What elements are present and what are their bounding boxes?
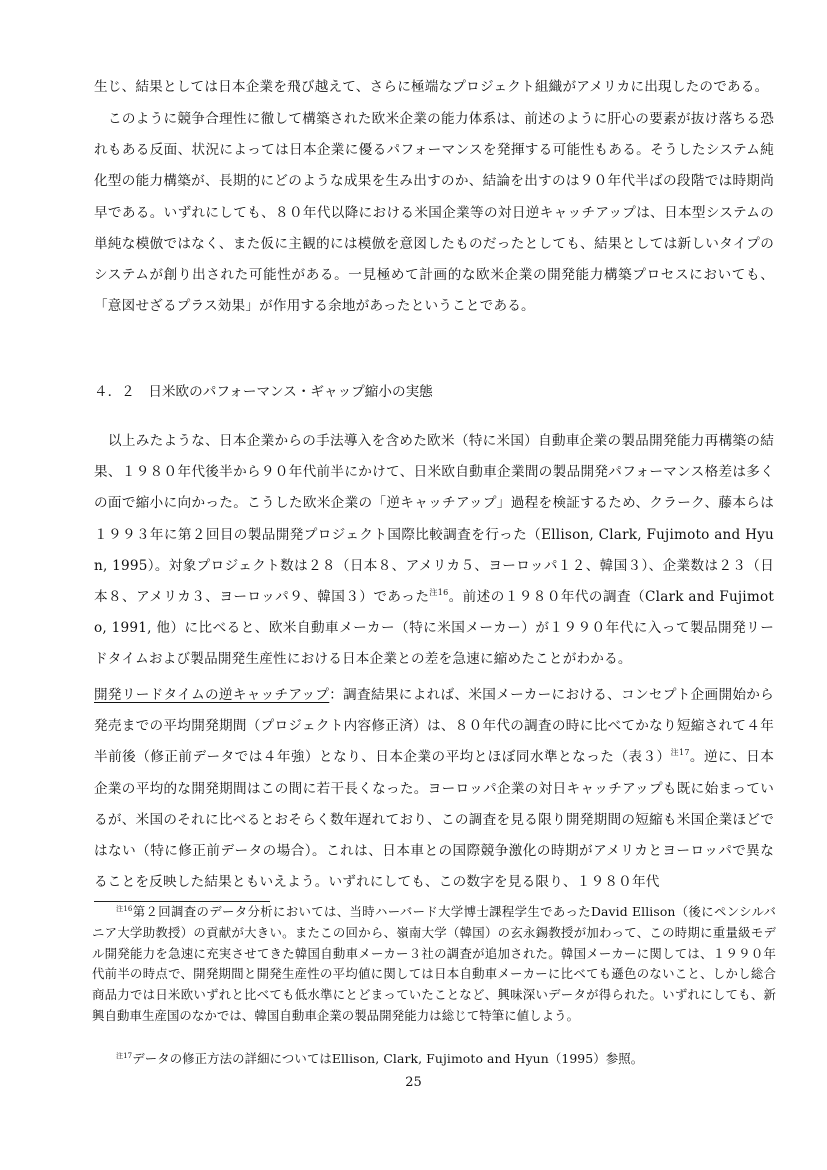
- body-paragraph-4: [94, 680, 774, 898]
- body-paragraph-2: このように競争合理性に徹して構築された欧米企業の能力体系は、前述のように肝心の要素が抜け落ちる恐れもある反面、状況によっては日本企業に優るパフォーマンスを発揮する可能性もある。そうしたシステム純化型の能力構築が、長期的にどのような成果を生み出すのか、結論を出すのは９０年代半ばの段階では時期尚早である。いずれにしても、８０年代以降における米国企業等の対日逆キャッチアップは、日本型システムの単純な模倣ではなく、また仮に主観的には模倣を意図したものだったとしても、結果としては新しいタイプのシステムが創り出された可能性がある。一見極めて計画的な欧米企業の開発能力構築プロセスにおいても、「意図せざるプラス効果」が作用する余地があったということである。: [94, 111, 774, 315]
- footnote-17-mark: 注17: [116, 1052, 133, 1060]
- lead-time-catchup-label: 開発リードタイムの逆キャッチアップ: [94, 687, 330, 703]
- footnote-16: [92, 902, 776, 1027]
- footnote-16-mark: 注16: [116, 905, 133, 913]
- paragraph-4-text-a: ：調査結果によれば、米国メーカーにおける、コンセプト企画開始から発売までの平均開発期間（プロジェクト内容修正済）は、８０年代の調査の時に比べてかなり短縮されて４年半前後（修正前データでは４年強）となり、日本企業の平均とほぼ同水準となった（表３）: [94, 687, 774, 766]
- footnote-ref-17: 注17: [670, 748, 690, 758]
- section-heading: ４．２ 日米欧のパフォーマンス・ギャップ縮小の実態: [94, 384, 433, 400]
- paragraph-3-text-a: 以上みたような、日本企業からの手法導入を含めた欧米（特に米国）自動車企業の製品開発能力再構築の結果、１９８０年代後半から９０年代前半にかけて、日米欧自動車企業間の製品開発パフォーマンス格差は多くの面で縮小に向かった。こうした欧米企業の「逆キャッチアップ」過程を検証するため、クラーク、藤本らは１９９３年に第２回目の製品開発プロジェクト国際比較調査を行った（Ellison, Clark, Fujimoto and Hyun, 1995）。対象プロジェクト数は２８（日本８、アメリカ５、ヨーロッパ１２、韓国３）、企業数は２３（日本８、アメリカ３、ヨーロッパ９、韓国３）であった: [94, 433, 774, 606]
- body-paragraph-3: [94, 426, 774, 676]
- footnote-17: [92, 1049, 776, 1070]
- body-paragraph-1: 生じ、結果としては日本企業を飛び越えて、さらに極端なプロジェクト組織がアメリカに出現したのである。: [94, 79, 769, 95]
- paragraph-3-text-b: 。前述の１９８０年代の調査（Clark and Fujimoto, 1991, 他）に比べると、欧米自動車メーカー（特に米国メーカー）が１９９０年代に入って製品開発リードタイムおよび製品開発生産性における日本企業との差を急速に縮めたことがわかる。: [94, 589, 774, 668]
- paragraph-4-text-b: 。逆に、日本企業の平均的な開発期間はこの間に若干長くなった。ヨーロッパ企業の対日キャッチアップも既に始まっているが、米国のそれに比べるとおそらく数年遅れており、この調査を見る限り開発期間の短縮も米国企業ほどではない（特に修正前データの場合）。これは、日本車との国際競争激化の時期がアメリカとヨーロッパで異なることを反映した結果ともいえよう。いずれにしても、この数字を見る限り、１９８０年代: [94, 749, 775, 891]
- footnote-16-text: 第２回調査のデータ分析においては、当時ハーバード大学博士課程学生であったDavid Ellison（後にペンシルバニア大学助教授）の貢献が大きい。またこの回から、嶺南大学（韓国）の玄永錫教授が加わって、この時期に重量級モデル開発能力を急速に充実させてきた韓国自動車メーカー３社の調査が追加された。韓国メーカーに関しては、１９９０年代前半の時点で、開発期間と開発生産性の平均値に関しては日本自動車メーカーに比べても遜色のないこと、しかし総合商品力では日米欧いずれと比べても低水準にとどまっていたことなど、興味深いデータが得られた。いずれにしても、新興自動車生産国のなかでは、韓国自動車企業の製品開発能力は総じて特筆に値しよう。: [92, 904, 776, 1023]
- footnote-17-text: データの修正方法の詳細についてはEllison, Clark, Fujimoto and Hyun（1995）参照。: [132, 1051, 644, 1066]
- page-number: 25: [405, 1075, 422, 1090]
- footnote-ref-16: 注16: [429, 588, 449, 598]
